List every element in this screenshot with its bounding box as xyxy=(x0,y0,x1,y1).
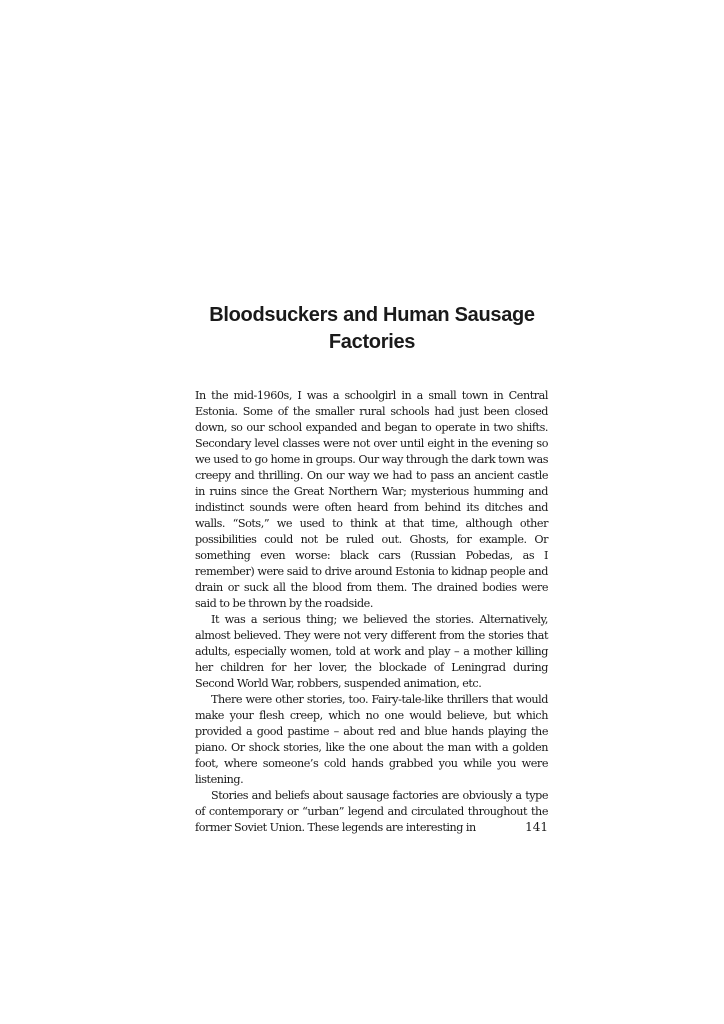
chapter-title-line-1: Bloodsuckers and Human Sausage xyxy=(209,304,535,326)
paragraph-2: It was a serious thing; we believed the stories. Alternatively, almost believed. They were not very different from the stories that adults, especially women, told at work and play – a mother killing her children for her lover, the blockade of Leningrad during Second World War, robbers, suspended animation, etc. xyxy=(195,613,548,690)
chapter-title-line-2: Factories xyxy=(328,331,416,353)
page-number: 141 xyxy=(525,820,548,834)
chapter-body xyxy=(195,388,548,836)
paragraph-4: Stories and beliefs about sausage factories are obviously a type of contemporary or “urban” legend and circulated throughout the former Soviet Union. These legends are interesting in xyxy=(195,789,548,834)
paragraph-1: In the mid-1960s, I was a schoolgirl in a small town in Central Estonia. Some of the smaller rural schools had just been closed down, so our school expanded and began to operate in two shifts. Secondary level classes were not over until eight in the evening so we used to go home in groups. Our way through the dark town was creepy and thrilling. On our way we had to pass an ancient castle in ruins since the Great Northern War; mysterious humming and indistinct sounds were often heard from behind its ditches and walls. “Sots,” we used to think at that time, although other possibilities could not be ruled out. Ghosts, for example. Or something even worse: black cars (Russian Pobedas, as I remember) were said to drive around Estonia to kidnap people and drain or suck all the blood from them. The drained bodies were said to be thrown by the roadside. xyxy=(195,389,548,610)
paragraph-3: There were other stories, too. Fairy-tale-like thrillers that would make your flesh creep, which no one would believe, but which provided a good pastime – about red and blue hands playing the piano. Or shock stories, like the one about the man with a golden foot, where someone’s cold hands grabbed you while you were listening. xyxy=(195,693,548,786)
chapter-title xyxy=(195,302,549,356)
